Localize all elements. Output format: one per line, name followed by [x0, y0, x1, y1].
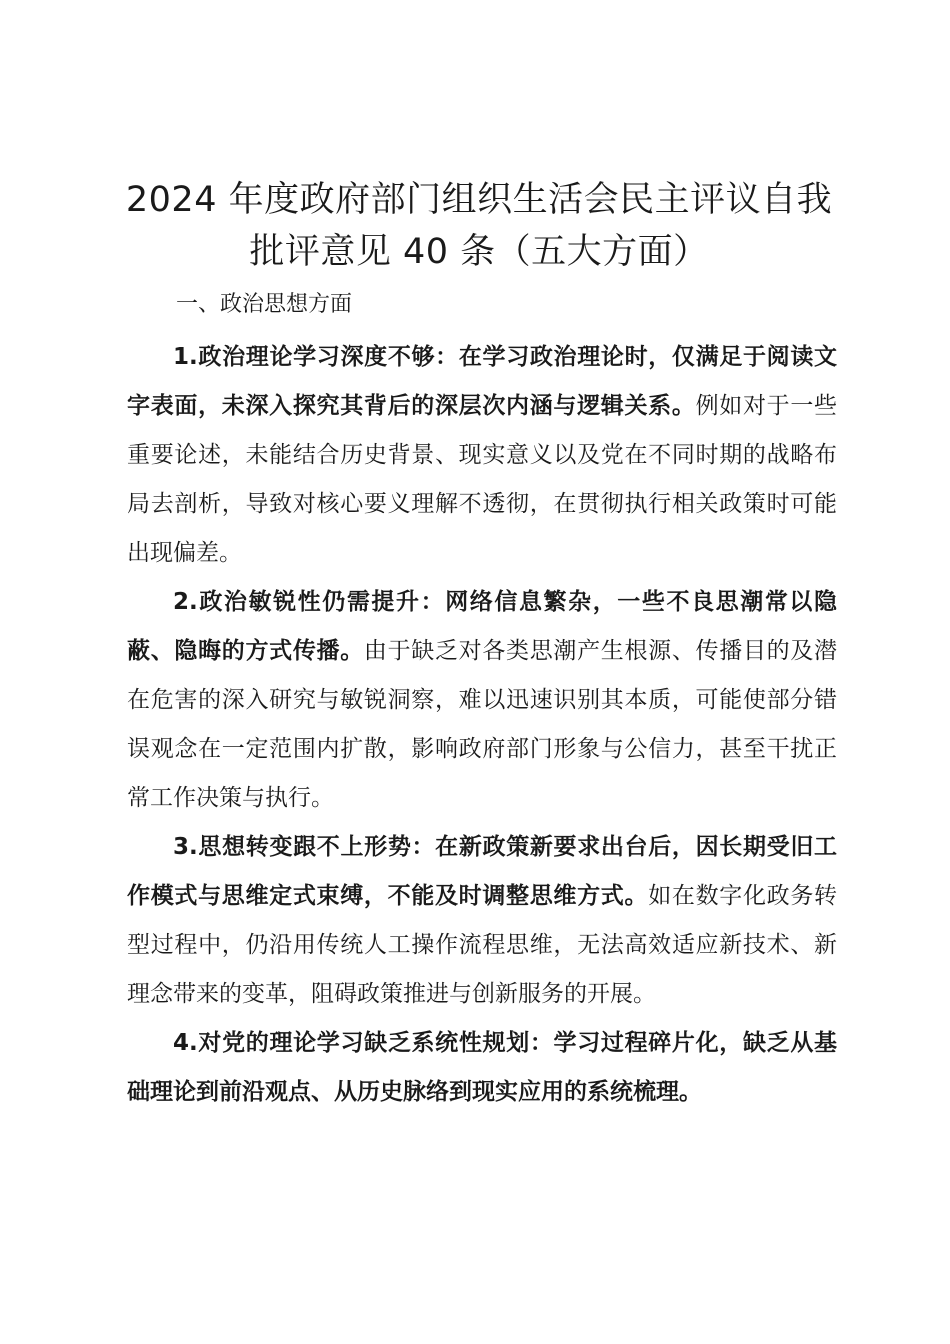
section-heading-political-thought: 一、政治思想方面 — [176, 292, 353, 317]
document-title — [120, 174, 838, 278]
item-1-text: 例如对于一些重要论述，未能结合历史背景、现实意义以及党在不同时期的战略布局去剖析，导致对核心要义理解不透彻，在贯彻执行相关政策时可能出现偏差。 — [127, 393, 838, 566]
paragraph-item-2 — [127, 578, 837, 823]
item-2-lead: 2.政治敏锐性仍需提升：网络信息繁杂，一些不良思潮常以隐蔽、隐晦的方式传播。 — [127, 589, 837, 664]
document-body — [127, 333, 837, 1117]
item-4-lead: 4.对党的理论学习缺乏系统性规划：学习过程碎片化，缺乏从基础理论到前沿观点、从历史脉络到现实应用的系统梳理。 — [127, 1030, 837, 1105]
item-3-lead: 3.思想转变跟不上形势：在新政策新要求出台后，因长期受旧工作模式与思维定式束缚，不能及时调整思维方式。 — [127, 834, 837, 909]
paragraph-item-3 — [127, 823, 837, 1019]
item-2-text: 由于缺乏对各类思潮产生根源、传播目的及潜在危害的深入研究与敏锐洞察，难以迅速识别其本质，可能使部分错误观念在一定范围内扩散，影响政府部门形象与公信力，甚至干扰正常工作决策与执行。 — [127, 638, 838, 811]
paragraph-item-1 — [127, 333, 837, 578]
title-line-2: 批评意见 40 条（五大方面） — [249, 232, 709, 272]
item-3-text: 如在数字化政务转型过程中，仍沿用传统人工操作流程思维，无法高效适应新技术、新理念带来的变革，阻碍政策推进与创新服务的开展。 — [127, 883, 838, 1007]
item-1-lead: 1.政治理论学习深度不够：在学习政治理论时，仅满足于阅读文字表面，未深入探究其背后的深层次内涵与逻辑关系。 — [127, 344, 837, 419]
paragraph-item-4 — [127, 1019, 837, 1117]
title-line-1: 2024 年度政府部门组织生活会民主评议自我 — [125, 180, 833, 220]
